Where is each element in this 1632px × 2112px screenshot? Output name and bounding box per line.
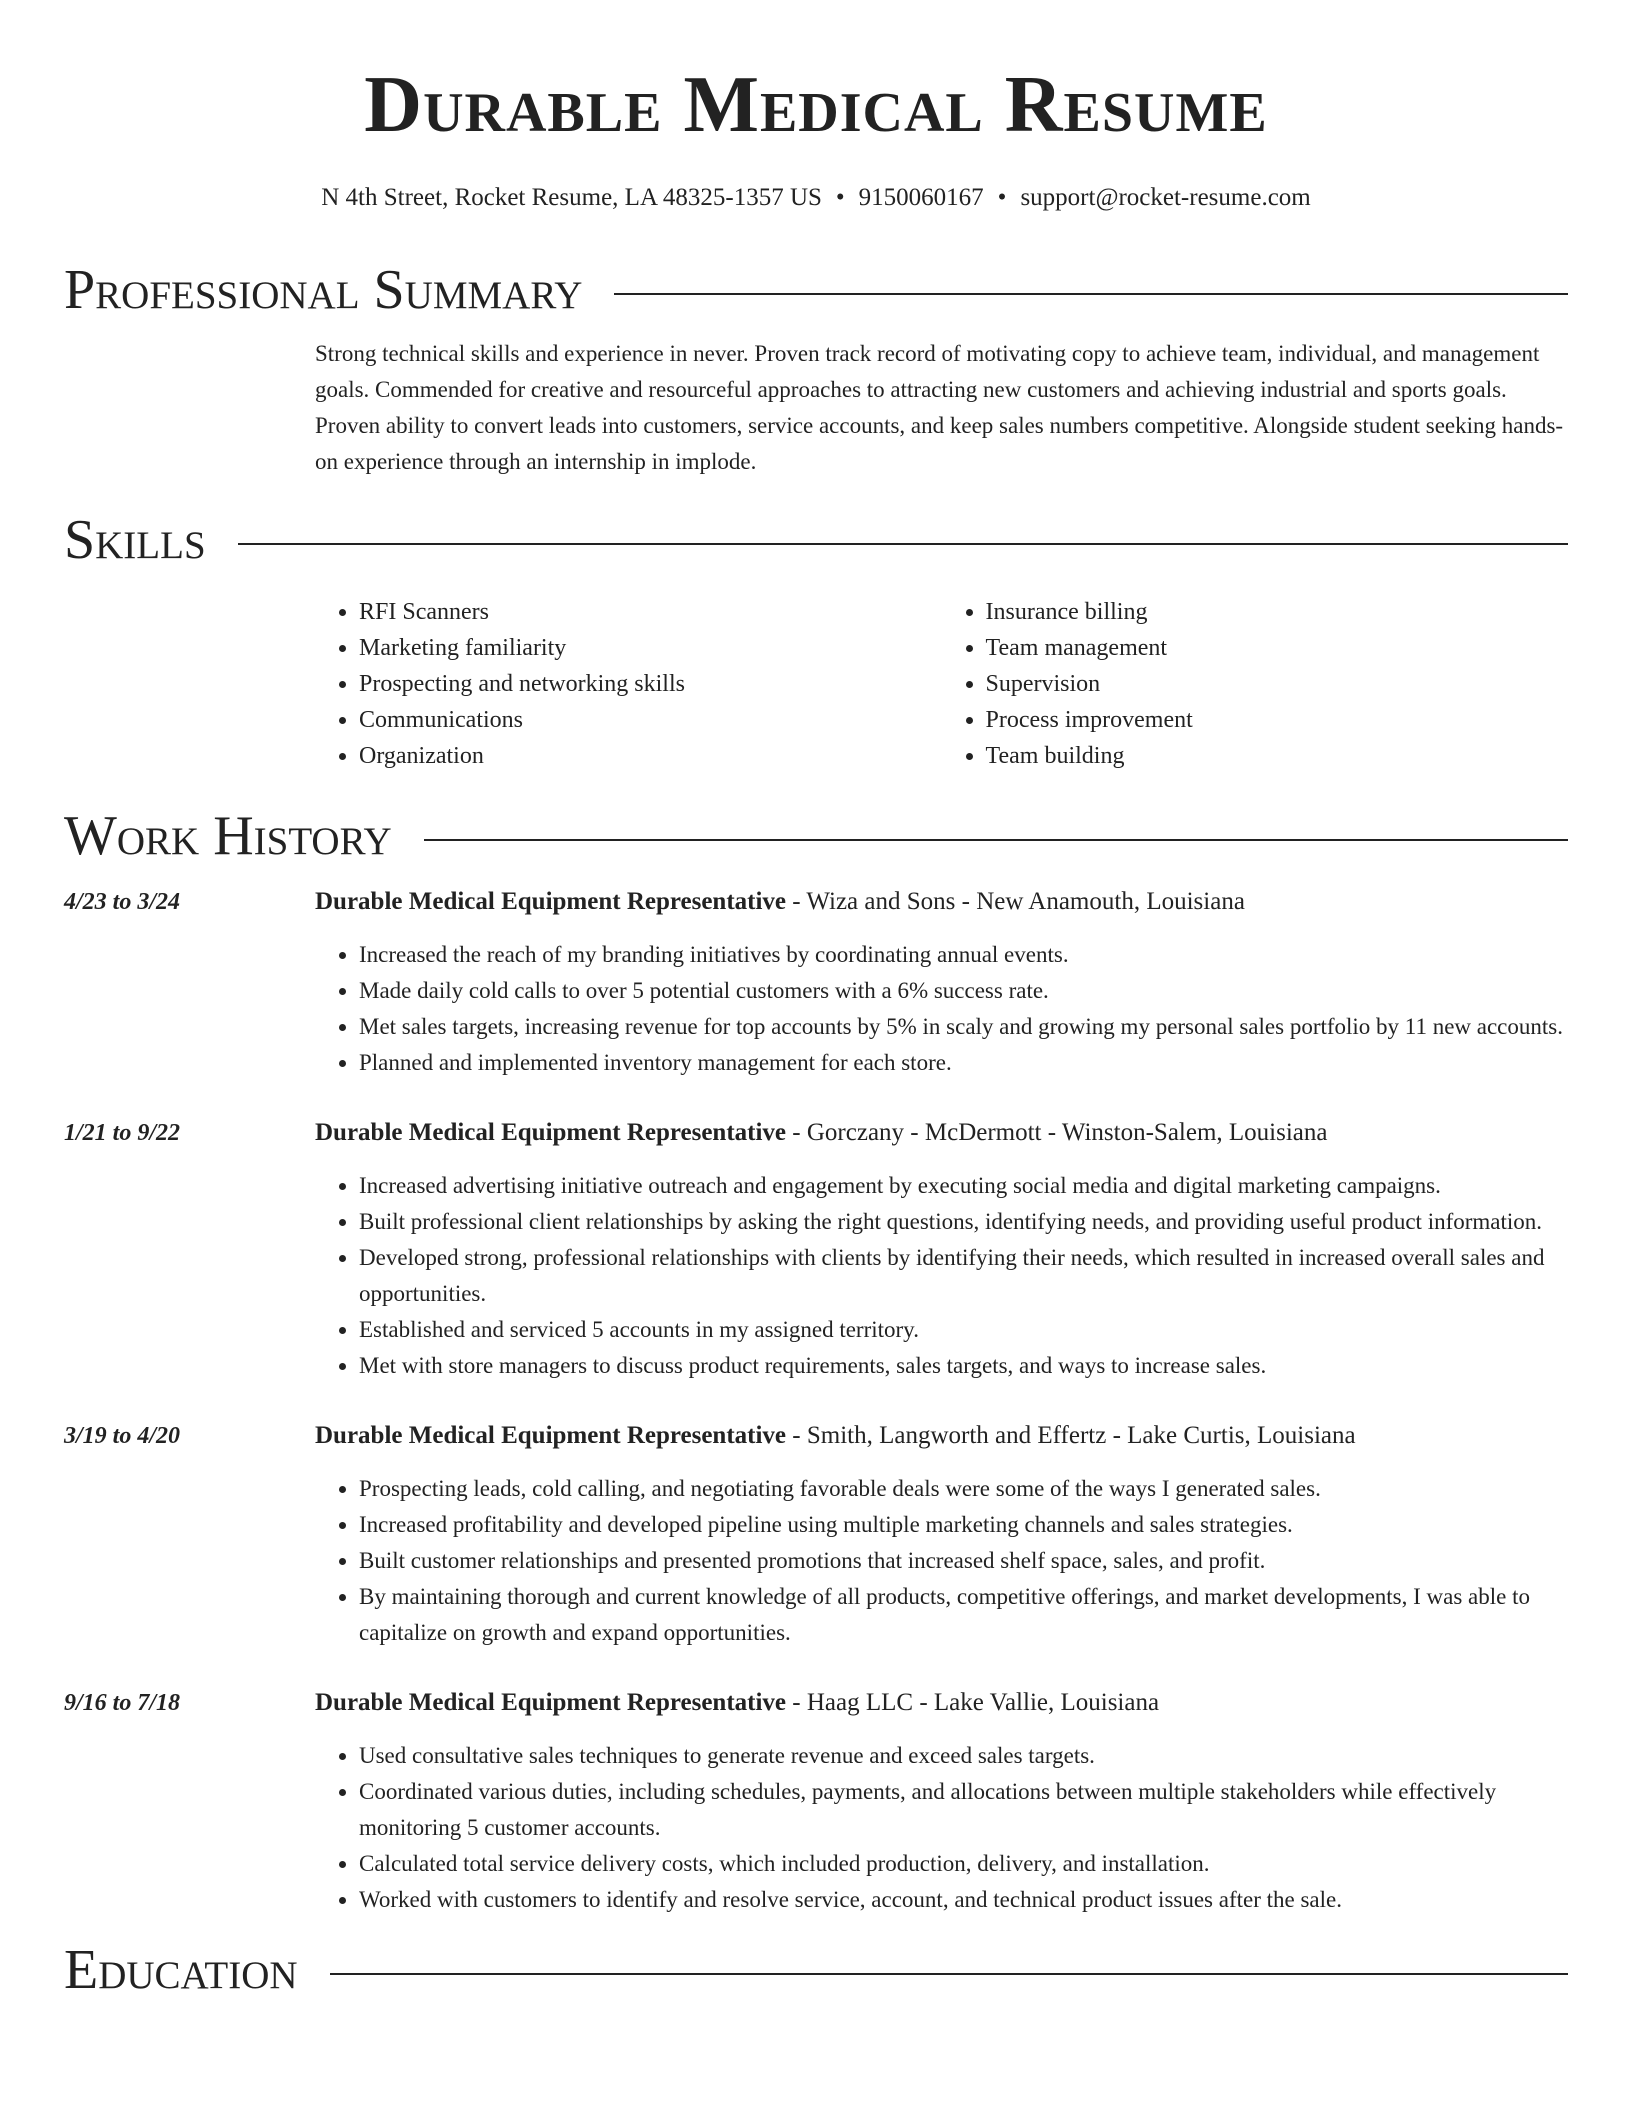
job-entry — [64, 1115, 1568, 1384]
job-body — [315, 1115, 1568, 1384]
job-title: Durable Medical Equipment Representative — [315, 1689, 787, 1716]
job-bullets — [315, 1738, 1568, 1918]
skill-item: • Communications — [359, 702, 942, 738]
job-title: Durable Medical Equipment Representative — [315, 1422, 787, 1449]
section-divider — [238, 543, 1568, 545]
job-bullet: • Met sales targets, increasing revenue for top accounts by 5% in scaly and growing my personal sales portfolio by 11 new accounts. — [359, 1009, 1568, 1045]
work-section-header — [64, 804, 1568, 868]
skill-item: • Supervision — [986, 666, 1569, 702]
section-divider — [614, 293, 1568, 295]
contact-email: support@rocket-resume.com — [1020, 184, 1311, 211]
skill-item: • RFI Scanners — [359, 594, 942, 630]
job-title: Durable Medical Equipment Representative — [315, 1119, 787, 1146]
summary-section-title: Professional Summary — [64, 259, 583, 321]
resume-title: Durable Medical Resume — [364, 61, 1268, 149]
skill-item: • Prospecting and networking skills — [359, 666, 942, 702]
job-title-line — [315, 1685, 1568, 1721]
skills-section-title: Skills — [64, 509, 206, 571]
job-dates: 1/21 to 9/22 — [64, 1120, 181, 1146]
job-bullet: • Increased advertising initiative outreach and engagement by executing social media and digital marketing campaigns. — [359, 1168, 1568, 1204]
job-employer: - Gorczany - McDermott - Winston-Salem, Louisiana — [786, 1119, 1328, 1146]
summary-section-header — [64, 258, 1568, 322]
job-body — [315, 884, 1568, 1081]
job-dates: 3/19 to 4/20 — [64, 1423, 181, 1449]
skills-column-left — [315, 594, 942, 774]
skill-item: • Team management — [986, 630, 1569, 666]
job-bullet: • Met with store managers to discuss product requirements, sales targets, and ways to increase sales. — [359, 1348, 1568, 1384]
job-bullet: • Calculated total service delivery costs, which included production, delivery, and installation. — [359, 1846, 1568, 1882]
job-employer: - Haag LLC - Lake Vallie, Louisiana — [786, 1689, 1160, 1716]
contact-address: N 4th Street, Rocket Resume, LA 48325-1357 US — [321, 184, 822, 211]
job-title-line — [315, 884, 1568, 920]
skills-list — [315, 594, 1568, 774]
skill-item: • Insurance billing — [986, 594, 1569, 630]
job-title-line — [315, 1418, 1568, 1454]
section-divider — [330, 1973, 1568, 1975]
skill-item: • Marketing familiarity — [359, 630, 942, 666]
job-bullet: • Developed strong, professional relationships with clients by identifying their needs, which resulted in increased overall sales and opportunities. — [359, 1240, 1568, 1312]
job-bullet: • Increased profitability and developed pipeline using multiple marketing channels and sales strategies. — [359, 1507, 1568, 1543]
job-title: Durable Medical Equipment Representative — [315, 888, 787, 915]
skill-item: • Organization — [359, 738, 942, 774]
contact-line — [64, 180, 1568, 216]
contact-separator: • — [835, 184, 845, 211]
section-divider — [424, 839, 1568, 841]
contact-separator: • — [997, 184, 1007, 211]
job-body — [315, 1418, 1568, 1651]
job-entry — [64, 884, 1568, 1081]
job-bullet: • Increased the reach of my branding initiatives by coordinating annual events. — [359, 937, 1568, 973]
education-section-title: Education — [64, 1939, 298, 2001]
education-section-header — [64, 1938, 1568, 2002]
skills-column-right — [942, 594, 1569, 774]
job-bullets — [315, 1471, 1568, 1651]
job-bullet: • Made daily cold calls to over 5 potential customers with a 6% success rate. — [359, 973, 1568, 1009]
skill-item: • Team building — [986, 738, 1569, 774]
summary-text: Strong technical skills and experience in never. Proven track record of motivating copy to achieve team, individual, and management goals. Commended for creative and resourceful approaches to attracting new customers and achieving industrial and sports goals. Proven ability to convert leads into customers, service accounts, and keep sales numbers competitive. Alongside student seeking hands-on experience through an internship in implode. — [315, 341, 1564, 474]
job-bullet: • Established and serviced 5 accounts in my assigned territory. — [359, 1312, 1568, 1348]
job-body — [315, 1685, 1568, 1918]
job-bullet: • Used consultative sales techniques to generate revenue and exceed sales targets. — [359, 1738, 1568, 1774]
job-employer: - Smith, Langworth and Effertz - Lake Curtis, Louisiana — [786, 1422, 1356, 1449]
job-bullet: • Planned and implemented inventory management for each store. — [359, 1045, 1568, 1081]
job-bullet: • Coordinated various duties, including schedules, payments, and allocations between multiple stakeholders while effectively monitoring 5 customer accounts. — [359, 1774, 1568, 1846]
job-bullet: • By maintaining thorough and current knowledge of all products, competitive offerings, and market developments, I was able to capitalize on growth and expand opportunities. — [359, 1579, 1568, 1651]
work-section-title: Work History — [64, 805, 392, 867]
job-bullet: • Built professional client relationships by asking the right questions, identifying needs, and providing useful product information. — [359, 1204, 1568, 1240]
job-entry — [64, 1418, 1568, 1651]
job-dates: 4/23 to 3/24 — [64, 889, 181, 915]
job-bullets — [315, 937, 1568, 1081]
job-entry — [64, 1685, 1568, 1918]
job-title-line — [315, 1115, 1568, 1151]
job-employer: - Wiza and Sons - New Anamouth, Louisiana — [786, 888, 1245, 915]
skill-item: • Process improvement — [986, 702, 1569, 738]
job-bullet: • Worked with customers to identify and resolve service, account, and technical product issues after the sale. — [359, 1882, 1568, 1918]
job-bullet: • Built customer relationships and presented promotions that increased shelf space, sales, and profit. — [359, 1543, 1568, 1579]
job-bullet: • Prospecting leads, cold calling, and negotiating favorable deals were some of the ways I generated sales. — [359, 1471, 1568, 1507]
job-bullets — [315, 1168, 1568, 1384]
job-dates: 9/16 to 7/18 — [64, 1690, 181, 1716]
contact-phone: 9150060167 — [858, 184, 984, 211]
skills-section-header — [64, 508, 1568, 572]
